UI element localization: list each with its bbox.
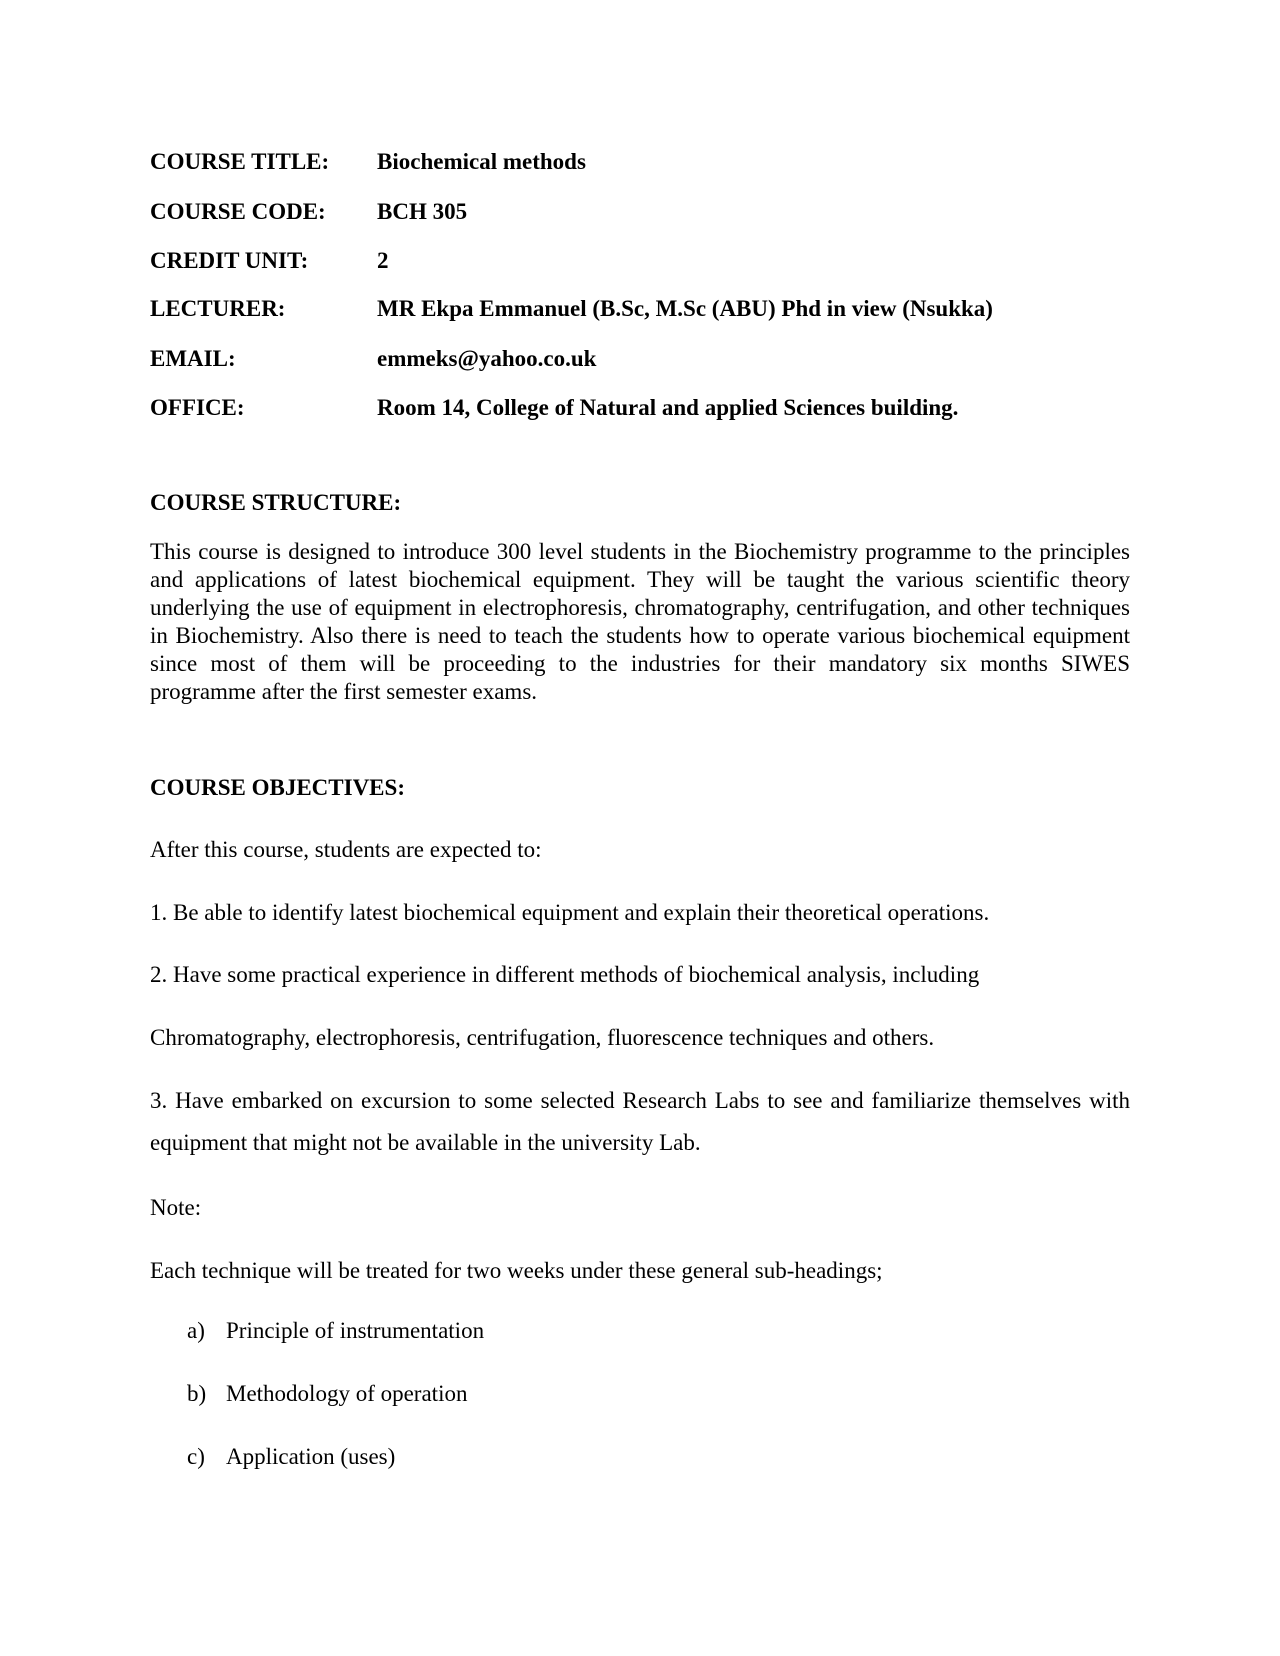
course-title-value: Biochemical methods — [377, 149, 586, 174]
objective-item-2-continuation: Chromatography, electrophoresis, centrifugation, fluorescence techniques and others. — [150, 1025, 935, 1050]
email-value: emmeks@yahoo.co.uk — [377, 346, 597, 371]
lecturer-value: MR Ekpa Emmanuel (B.Sc, M.Sc (ABU) Phd in view (Nsukka) — [377, 296, 993, 321]
office-row — [150, 393, 1130, 423]
list-marker: c) — [187, 1444, 205, 1469]
list-item-text: Application (uses) — [226, 1444, 396, 1469]
objective-item-2: 2. Have some practical experience in different methods of biochemical analysis, including — [150, 962, 980, 987]
credit-unit-value: 2 — [377, 248, 389, 273]
course-code-label: COURSE CODE: — [150, 199, 326, 224]
office-label: OFFICE: — [150, 395, 245, 420]
course-code-value: BCH 305 — [377, 199, 468, 224]
course-title-row — [150, 147, 1130, 177]
email-row — [150, 344, 1130, 374]
course-code-row — [150, 197, 1130, 227]
credit-unit-label: CREDIT UNIT: — [150, 248, 309, 273]
course-title-label: COURSE TITLE: — [150, 149, 330, 174]
course-structure-heading: COURSE STRUCTURE: — [150, 490, 402, 515]
email-label: EMAIL: — [150, 346, 236, 371]
list-marker: b) — [187, 1381, 207, 1406]
office-value: Room 14, College of Natural and applied Sciences building. — [377, 395, 959, 420]
course-objectives-heading: COURSE OBJECTIVES: — [150, 775, 405, 800]
note-label: Note: — [150, 1195, 202, 1220]
lecturer-label: LECTURER: — [150, 296, 286, 321]
list-item-text: Methodology of operation — [226, 1381, 468, 1406]
objectives-intro: After this course, students are expected to: — [150, 837, 542, 862]
course-structure-text: This course is designed to introduce 300 level students in the Biochemistry programme to the principles and applications of latest biochemical equipment. They will be taught the various scientific theory underlying the use of equipment in electrophoresis, chromatography, centrifugation, and other techniques in Biochemistry. Also there is need to teach the students how to operate various biochemical equipment since most of them will be proceeding to the industries for their mandatory six months SIWES programme after the first semester exams. — [150, 539, 1130, 704]
credit-unit-row — [150, 246, 1130, 276]
note-text: Each technique will be treated for two weeks under these general sub-headings; — [150, 1258, 883, 1283]
list-marker: a) — [187, 1318, 205, 1343]
lecturer-row — [150, 294, 1130, 324]
list-item-text: Principle of instrumentation — [226, 1318, 485, 1343]
objective-item-3: 3. Have embarked on excursion to some selected Research Labs to see and familiarize themselves with equipment that might not be available in the university Lab. — [150, 1088, 1130, 1155]
objective-item-1: 1. Be able to identify latest biochemical equipment and explain their theoretical operations. — [150, 900, 990, 925]
document-page — [150, 0, 1130, 1656]
